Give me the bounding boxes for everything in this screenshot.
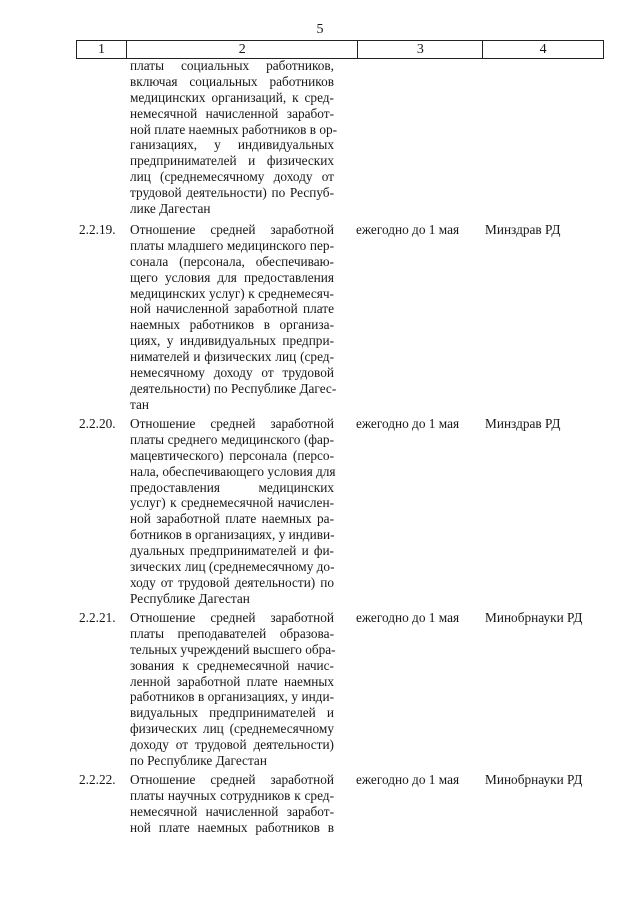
column-header-3: 3 <box>358 41 483 58</box>
text-line: немесячной начисленной заработ- <box>130 105 334 121</box>
text-line: Отношение средней заработной <box>130 222 334 237</box>
column-header-row <box>76 40 604 59</box>
text-line: платы социальных работников, <box>130 58 334 73</box>
text-line: платы среднего медицинского (фар- <box>130 431 334 447</box>
text-line: платы преподавателей образова- <box>130 625 334 641</box>
item-deadline: ежегодно до 1 мая <box>356 610 460 625</box>
text-line: ленной заработной плате наемных <box>130 673 334 689</box>
text-line: Республике Дагестан <box>130 590 250 606</box>
text-line: работников в организациях, у инди- <box>130 689 334 705</box>
column-header-1: 1 <box>77 41 127 58</box>
text-line: ной заработной плате наемных ра- <box>130 511 334 527</box>
item-responsible: Минздрав РД <box>485 416 561 431</box>
text-line: платы младшего медицинского пер- <box>130 237 334 253</box>
text-line: зических лиц (среднемесячному до- <box>130 559 335 575</box>
text-line: немесячному доходу от трудовой <box>130 365 334 381</box>
item-description <box>130 416 334 607</box>
text-line: платы научных сотрудников к сред- <box>130 787 334 803</box>
text-line: ной плате наемных работников в ор- <box>130 121 338 137</box>
text-line: видуальных предпринимателей и <box>130 705 334 721</box>
item-responsible: Минобрнауки РД <box>485 772 583 787</box>
item-number: 2.2.20. <box>79 416 116 431</box>
text-line: щего условия для предоставления <box>130 269 334 285</box>
item-number: 2.2.19. <box>79 222 116 237</box>
text-line: Отношение средней заработной <box>130 416 334 431</box>
text-line: зования к среднемесячной начис- <box>130 657 334 673</box>
text-line: предоставления медицинских <box>130 479 334 495</box>
text-line: предпринимателей и физических <box>130 153 334 169</box>
text-line: дуальных предпринимателей и фи- <box>130 543 334 559</box>
text-line: немесячной начисленной заработ- <box>130 803 334 819</box>
text-line: лике Дагестан <box>130 201 211 217</box>
item-deadline: ежегодно до 1 мая <box>356 222 460 237</box>
text-line: трудовой деятельности) по Респуб- <box>130 185 334 201</box>
item-responsible: Минобрнауки РД <box>485 610 583 625</box>
text-line: физических лиц (среднемесячному <box>130 721 334 737</box>
text-line: деятельности) по Республике Дагес- <box>130 380 337 396</box>
page-number: 5 <box>316 22 324 37</box>
text-line: Отношение средней заработной <box>130 772 334 787</box>
text-line: ботников в организациях, у индиви- <box>130 527 335 543</box>
continued-description <box>130 58 338 217</box>
text-line: ной начисленной заработной плате <box>130 301 334 317</box>
item-number: 2.2.21. <box>79 610 116 625</box>
column-header-2: 2 <box>127 41 359 58</box>
text-line: по Республике Дагестан <box>130 753 267 769</box>
text-line: медицинских организаций, к сред- <box>130 89 334 105</box>
text-line: мацевтического) персонала (персо- <box>130 447 334 463</box>
text-line: услуг) к среднемесячной начислен- <box>130 495 334 511</box>
item-deadline: ежегодно до 1 мая <box>356 416 460 431</box>
text-line: ной плате наемных работников в <box>130 819 334 835</box>
text-line: ганизациях, у индивидуальных <box>130 137 334 153</box>
text-line: включая социальных работников <box>130 73 334 89</box>
text-line: медицинских услуг) к среднемесяч- <box>130 285 334 301</box>
text-line: Отношение средней заработной <box>130 610 334 625</box>
text-line: лиц (среднемесячному доходу от <box>130 169 334 185</box>
item-description <box>130 772 334 836</box>
column-header-4: 4 <box>483 41 604 58</box>
item-description <box>130 222 337 413</box>
text-line: ходу от трудовой деятельности) по <box>130 574 334 590</box>
item-number: 2.2.22. <box>79 772 116 787</box>
text-line: тельных учреждений высшего обра- <box>130 641 336 657</box>
text-line: нала, обеспечивающего условия для <box>130 463 336 479</box>
text-line: тан <box>130 396 149 412</box>
text-line: нимателей и физических лиц (сред- <box>130 349 334 365</box>
text-line: циях, у индивидуальных предпри- <box>130 333 334 349</box>
text-line: сонала (персонала, обеспечиваю- <box>130 253 334 269</box>
item-responsible: Минздрав РД <box>485 222 561 237</box>
item-deadline: ежегодно до 1 мая <box>356 772 460 787</box>
text-line: доходу от трудовой деятельности) <box>130 737 334 753</box>
item-description <box>130 610 334 769</box>
text-line: наемных работников в организа- <box>130 317 334 333</box>
